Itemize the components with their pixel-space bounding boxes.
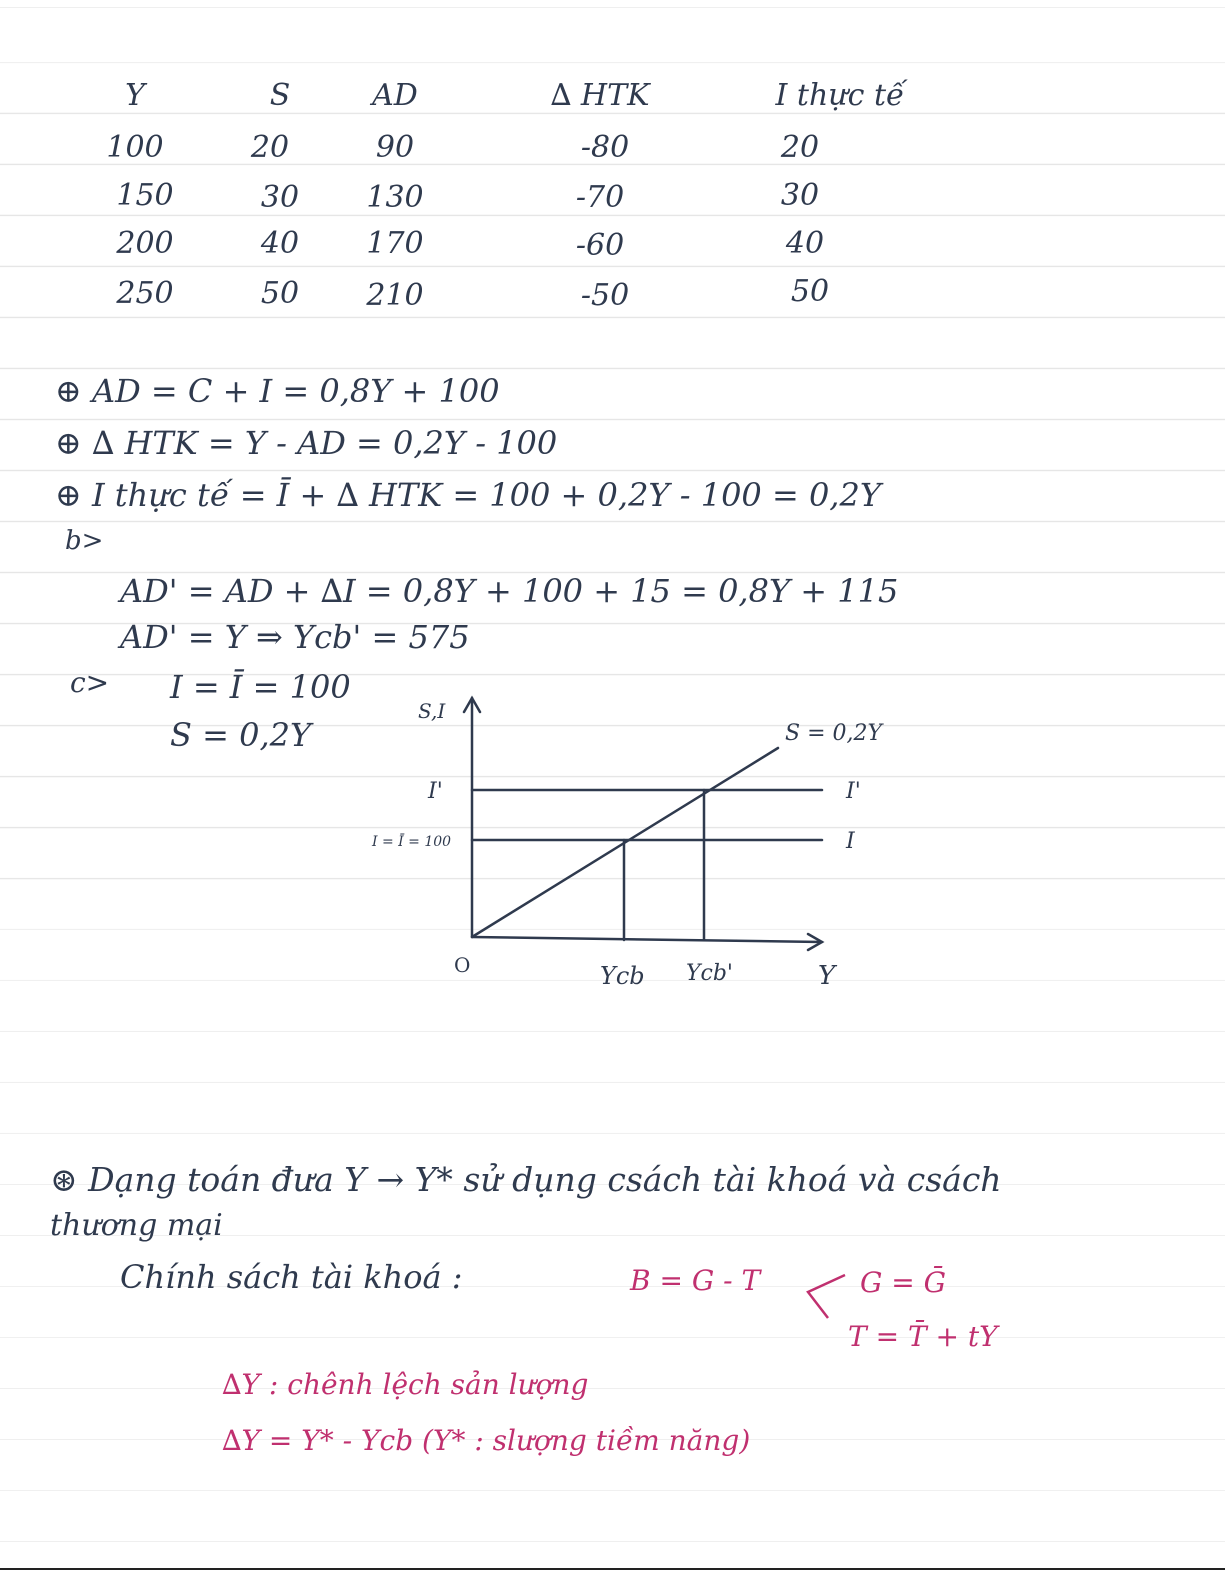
table-cell: 20 [780, 130, 820, 165]
delta-y-formula: ∆Y = Y* - Ycb (Y* : slượng tiềm năng) [222, 1424, 751, 1457]
i-left-label: I = Ī = 100 [372, 834, 452, 850]
part-c-label: c> [70, 666, 110, 699]
table-header: S [269, 78, 291, 113]
formula-ycb-prime: AD' = Y ⇒ Ycb' = 575 [120, 618, 470, 656]
page-bottom-edge [0, 1568, 1225, 1587]
formula-ad-prime: AD' = AD + ∆I = 0,8Y + 100 + 15 = 0,8Y + 115 [120, 572, 899, 610]
formula-htk: ⊕ ∆ HTK = Y - AD = 0,2Y - 100 [55, 424, 558, 462]
table-cell: 170 [366, 226, 424, 261]
table-cell: 200 [116, 226, 174, 261]
g-formula: G = Ḡ [860, 1266, 946, 1299]
formula-i-bar: I = Ī = 100 [170, 668, 351, 706]
origin-label: O [454, 953, 471, 977]
formula-ad: ⊕ AD = C + I = 0,8Y + 100 [55, 372, 500, 410]
delta-y-definition: ∆Y : chênh lệch sản lượng [222, 1368, 589, 1401]
formula-s: S = 0,2Y [170, 716, 312, 754]
x-axis-label: Y [818, 961, 836, 991]
table-cell: 100 [106, 130, 164, 165]
y-axis-label: S,I [418, 699, 446, 723]
table-header: AD [372, 78, 418, 113]
ycb-label: Ycb [600, 962, 645, 990]
table-header: Y [125, 78, 145, 113]
table-cell: 210 [366, 278, 424, 313]
section-heading-cont: thương mại [50, 1208, 223, 1243]
table-cell: 50 [260, 276, 300, 311]
formula-i-thuc-te: ⊕ I thực tế = Ī + ∆ HTK = 100 + 0,2Y - 100 = 0,2Y [55, 476, 881, 514]
table-header: ∆ HTK [550, 78, 650, 113]
table-cell: -50 [580, 278, 630, 313]
table-cell: 50 [790, 274, 830, 309]
table-cell: 250 [116, 276, 174, 311]
table-cell: 30 [780, 178, 820, 213]
table-cell: 150 [116, 178, 174, 213]
table-cell: 20 [250, 130, 290, 165]
i-prime-right-label: I' [846, 779, 861, 804]
table-cell: 40 [260, 226, 300, 261]
fiscal-policy-label: Chính sách tài khoá : [120, 1258, 463, 1296]
table-header: I thực tế [775, 78, 905, 113]
table-cell: 130 [366, 180, 424, 215]
budget-formula: B = G - T [630, 1264, 761, 1297]
table-cell: -70 [575, 180, 625, 215]
table-cell: 30 [260, 180, 300, 215]
section-heading: ⊛ Dạng toán đưa Y → Y* sử dụng csách tài khoá và csách [50, 1160, 1002, 1199]
i-right-label: I [846, 829, 855, 854]
part-b-label: b> [65, 526, 104, 556]
table-cell: 90 [375, 130, 415, 165]
s-line-label: S = 0,2Y [785, 721, 883, 746]
table-cell: 40 [785, 226, 825, 261]
table-cell: -60 [575, 228, 625, 263]
table-cell: -80 [580, 130, 630, 165]
t-formula: T = T̄ + tY [848, 1320, 998, 1353]
ycb-prime-label: Ycb' [686, 961, 733, 986]
i-prime-left-label: I' [428, 779, 443, 804]
